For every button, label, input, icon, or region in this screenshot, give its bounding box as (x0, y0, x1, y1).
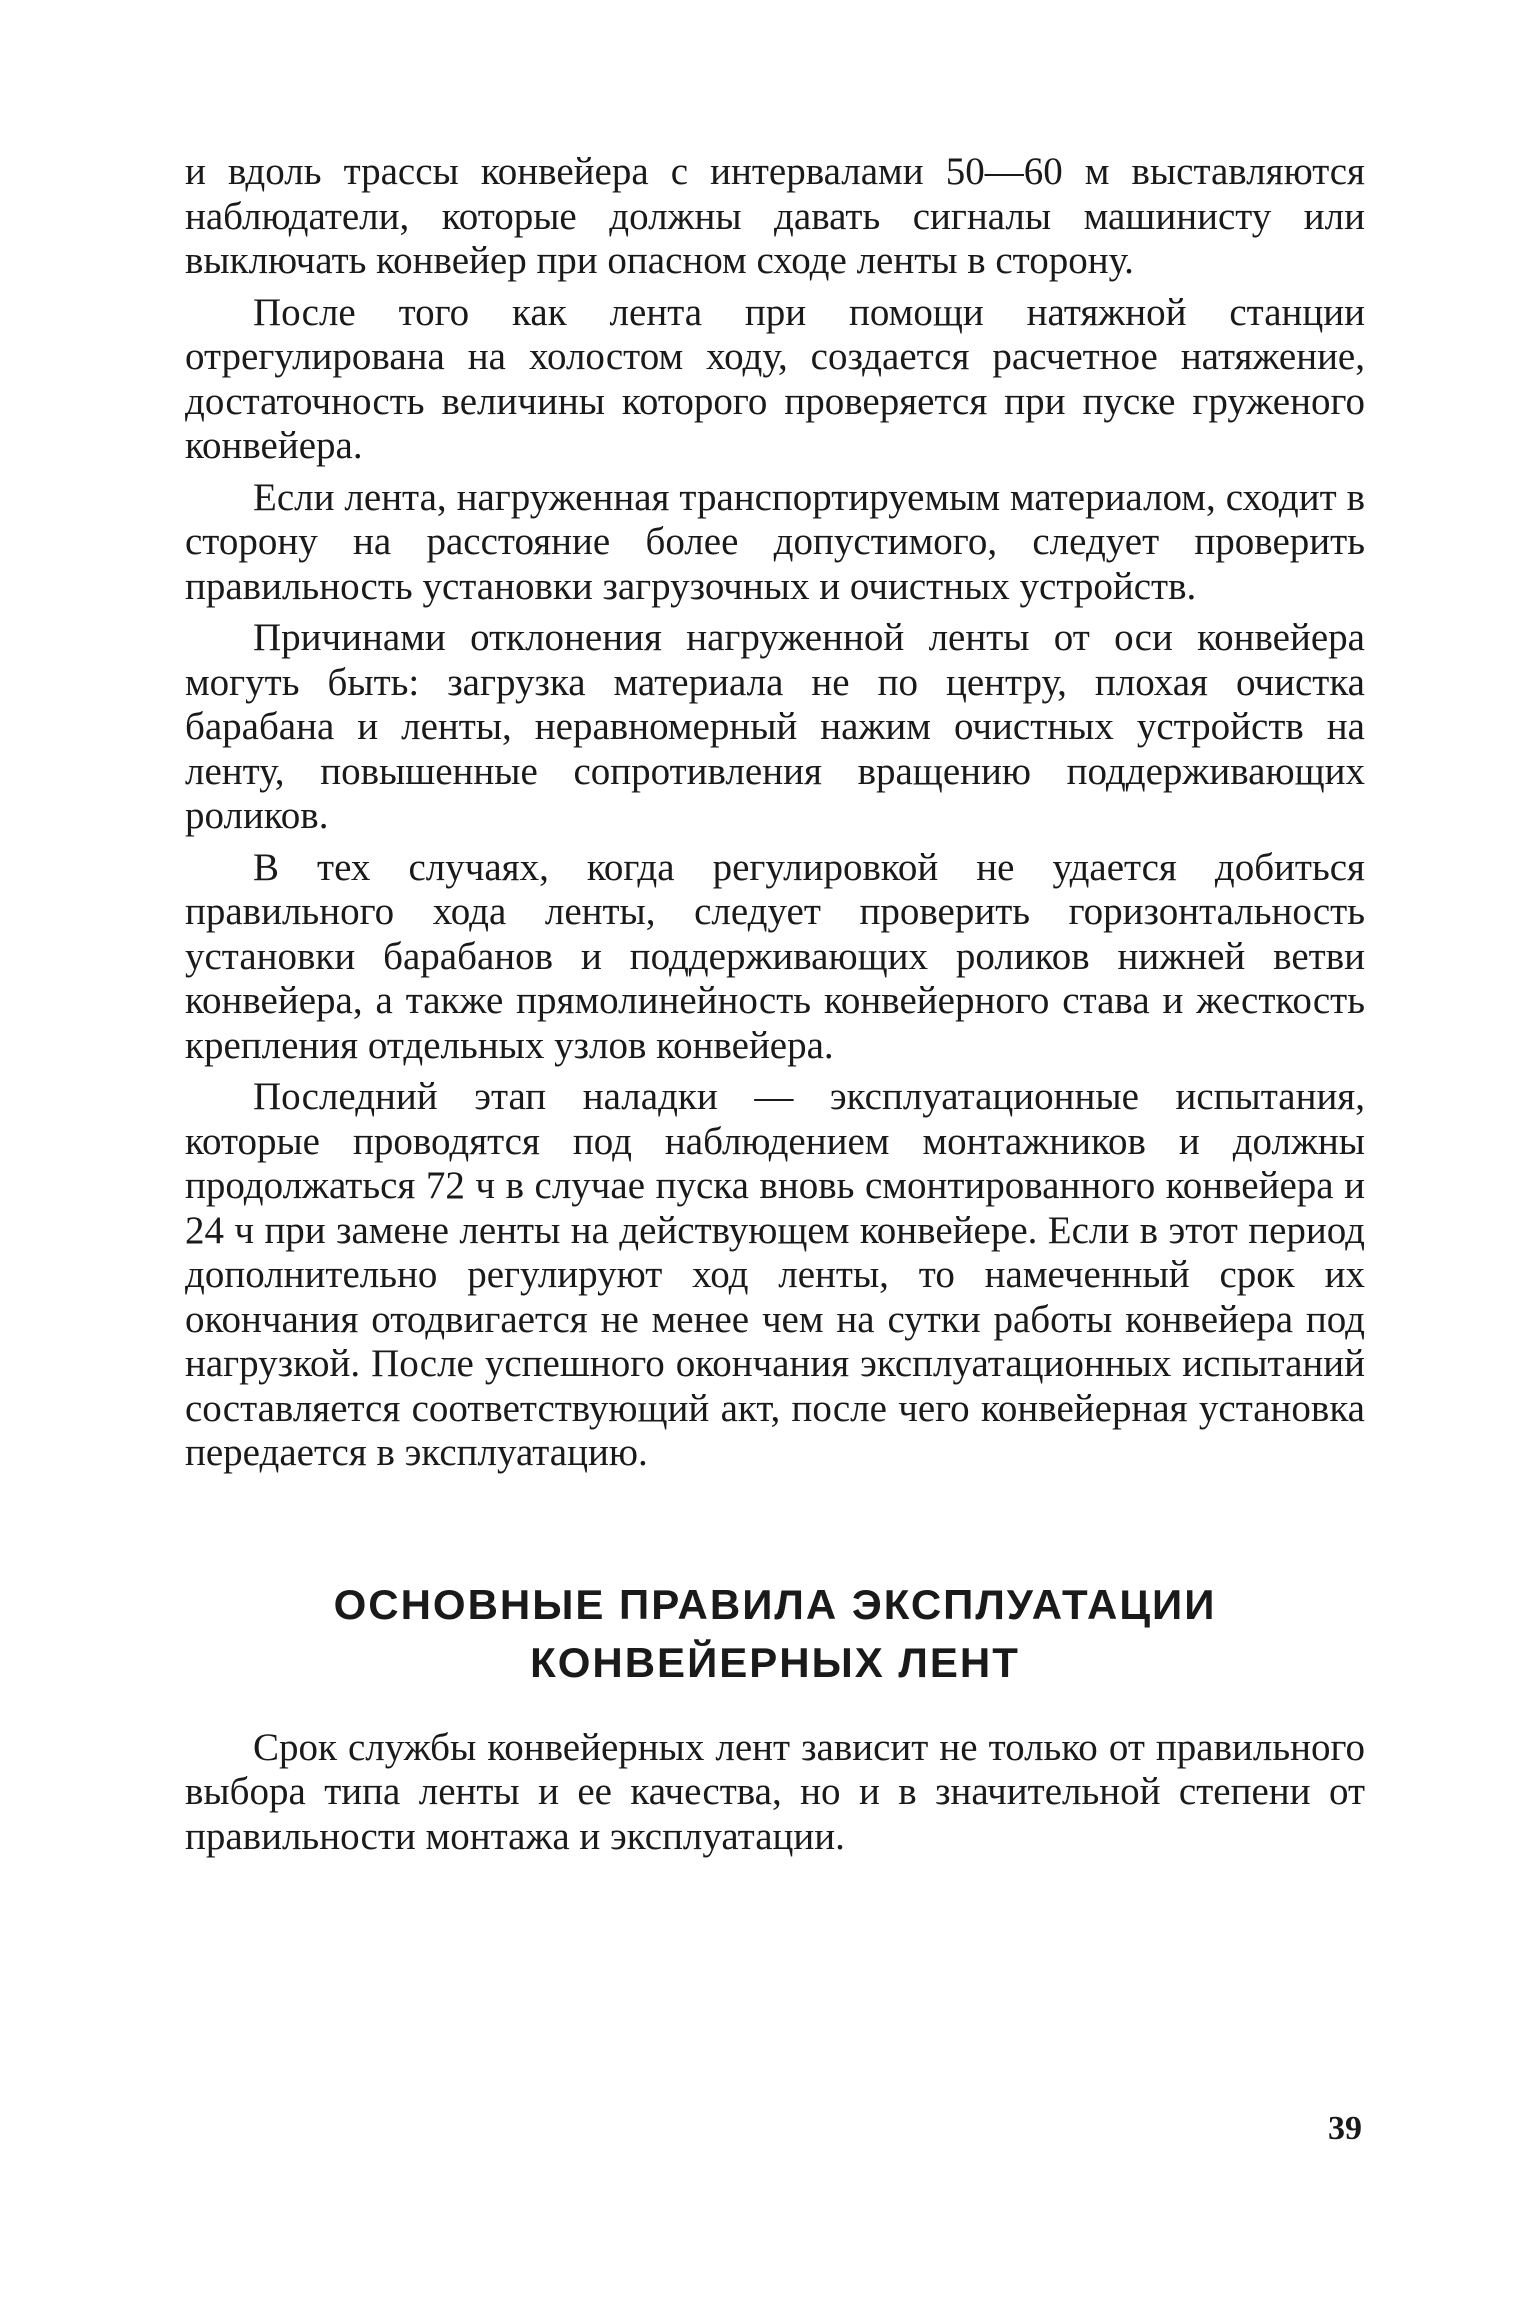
page-body (185, 150, 1365, 1866)
paragraph-alignment-check: В тех случаях, когда регулировкой не удается добиться правильного хода ленты, следует проверить горизонтальность установки барабанов и поддерживающих роликов нижней ветви конвейера, а также прямолинейность конвейерного става и жесткость крепления отдельных узлов конвейера. (185, 845, 1365, 1067)
page-number: 39 (1328, 2110, 1362, 2147)
section-heading-line1: ОСНОВНЫЕ ПРАВИЛА ЭКСПЛУАТАЦИИ (333, 1580, 1217, 1628)
paragraph-continuation: и вдоль трассы конвейера с интервалами 50—60 м выставляются наблюдатели, которые должны давать сигналы машинисту или выключать конвейер при опасном сходе ленты в сторону. (185, 150, 1365, 282)
paragraph-final-stage: Последний этап наладки — эксплуатационные испытания, которые проводятся под наблюдением монтажников и должны продолжаться 72 ч в случае пуска вновь смонтированного конвейера и 24 ч при замене ленты на действующем конвейере. Если в этот период дополнительно регулируют ход ленты, то намеченный срок их окончания отодвигается не менее чем на сутки работы конвейера под нагрузкой. После успешного окончания эксплуатационных испытаний составляется соответствующий акт, после чего конвейерная установка передается в эксплуатацию. (185, 1075, 1365, 1474)
paragraph-service-life: Срок службы конвейерных лент зависит не только от правильного выбора типа ленты и ее качества, но и в значительной степени от правильности монтажа и эксплуатации. (185, 1725, 1365, 1858)
paragraph-loaded-belt: Если лента, нагруженная транспортируемым материалом, сходит в сторону на расстояние более допустимого, следует проверить правильность установки загрузочных и очистных устройств. (185, 475, 1365, 608)
paragraph-tension: После того как лента при помощи натяжной станции отрегулирована на холостом ходу, создается расчетное натяжение, достаточность величины которого проверяется при пуске груженого конвейера. (185, 290, 1365, 467)
section-heading-line2: КОНВЕЙЕРНЫХ ЛЕНТ (530, 1638, 1020, 1686)
section-heading (185, 1576, 1365, 1692)
paragraph-deviation-causes: Причинами отклонения нагруженной ленты от оси конвейера могуть быть: загрузка материала не по центру, плохая очистка барабана и ленты, неравномерный нажим очистных устройств на ленту, повышенные сопротивления вращению поддерживающих роликов. (185, 616, 1365, 837)
